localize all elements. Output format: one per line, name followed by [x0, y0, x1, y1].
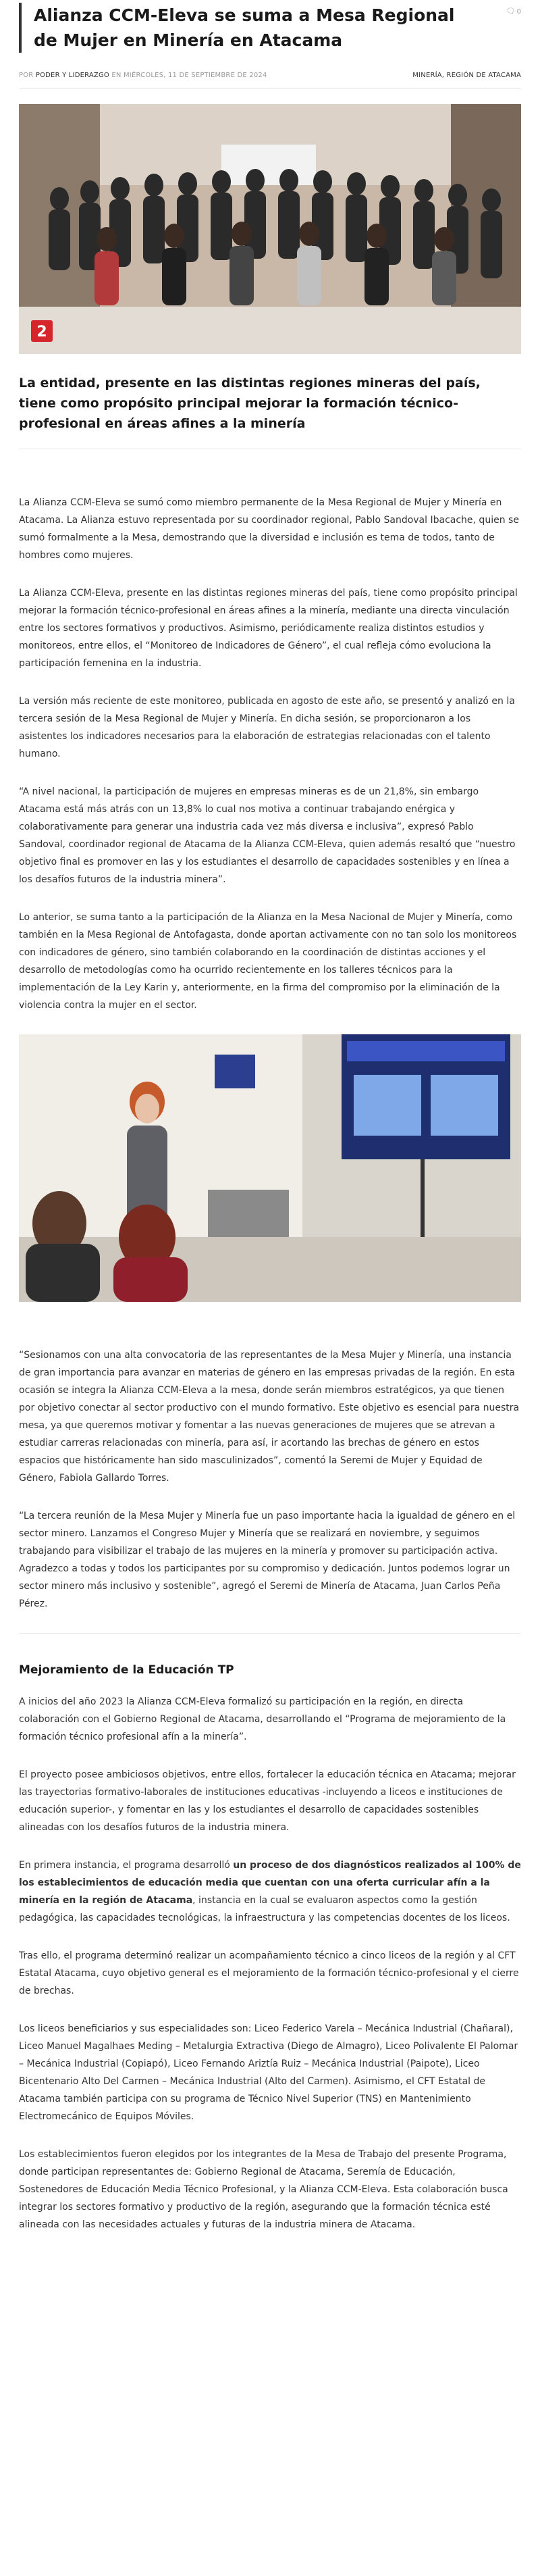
comment-icon: 🗨	[506, 7, 516, 16]
comments-link[interactable]	[506, 7, 521, 16]
comments-count: 0	[516, 8, 521, 16]
byline-by: POR	[19, 72, 34, 79]
paragraph-2: La Alianza CCM-Eleva, presente en las distintas regiones mineras del país, tiene como propósito principal mejorar la formación técnico-profesional en áreas afines a la minería, mediante una directa vinculación entre los sectores formativos y productivos. Asimismo, periódicamente realiza distintos estudios y monitoreos, entre ellos, el “Monitoreo de Indicadores de Género”, el cual refleja cómo evoluciona la participación femenina en la industria.	[19, 588, 518, 669]
title-row	[19, 0, 521, 53]
paragraph-1: La Alianza CCM-Eleva se sumó como miembro permanente de la Mesa Regional de Mujer y Minería en Atacama. La Alianza estuvo representada por su coordinador regional, Pablo Sandoval Ibacache, quien se sumó formalmente a la Mesa, demostrando que la diversidad e inclusión es tema de todos, tanto de hombres como mujeres.	[19, 497, 519, 561]
paragraph-6: “Sesionamos con una alta convocatoria de las representantes de la Mesa Mujer y Minería, una instancia de gran importancia para avanzar en materias de género en las empresas privadas de la región. En esta ocasión se integra la Alianza CCM-Eleva a la mesa, donde serán miembros estratégicos, ya que tienen por objetivo conectar al sector productivo con el mundo formativo. Este objetivo es esencial para nuestra mesa, ya que queremos motivar y fomentar a las nuevas generaciones de mujeres que se atrevan a estudiar carreras relacionadas con minería, para así, ir acortando las brechas de género en estos espacios que históricamente han sido masculinizados”, comentó la Seremi de Mujer y Equidad de Género, Fabiola Gallardo Torres.	[19, 1350, 520, 1484]
paragraph-9: El proyecto posee ambiciosos objetivos, entre ellos, fortalecer la educación técnica en Atacama; mejorar las trayectorias formativo-laborales de instituciones educativas -incluyendo a liceos e instituciones de educación superior-, y fomentar en las y los estudiantes el desarrollo de capacidades sostenibles alineadas con los desafíos futuros de la industria minera.	[19, 1769, 516, 1833]
paragraph-10-bold: un proceso de dos diagnósticos realizados al 100% de los establecimientos de educación media que cuentan con una oferta curricular afín a la minería en la región de Atacama	[19, 1860, 521, 1906]
article-meta	[19, 72, 521, 89]
paragraph-13: Los establecimientos fueron elegidos por los integrantes de la Mesa de Trabajo del presente Programa, donde participan representantes de: Gobierno Regional de Atacama, Seremía de Educación, Sostenedores de Educación Media Técnico Profesional, y la Alianza CCM-Eleva. Esta colaboración busca integrar los sectores formativo y productivo de la región, asegurando que la formación técnica esté alineada con las necesidades actuales y futuras de la industria minera de Atacama.	[19, 2149, 508, 2230]
paragraph-12: Los liceos beneficiarios y sus especialidades son: Liceo Federico Varela – Mecánica Industrial (Chañaral), Liceo Manuel Magalhaes Meding – Metalurgia Extractiva (Diego de Almagro), Liceo Polivalente El Palomar – Mecánica Industrial (Copiapó), Liceo Fernando Ariztía Ruiz – Mecánica Industrial (Paipote), Liceo Bicentenario Alto Del Carmen – Mecánica Industrial (Alto del Carmen). Asimismo, el CFT Estatal de Atacama también participa con su programa de Técnico Nivel Superior (TNS) en Mantenimiento Electromecánico de Equipos Móviles.	[19, 2023, 518, 2122]
byline-on: EN	[111, 72, 122, 79]
section-heading: Mejoramiento de la Educación TP	[19, 1663, 234, 1677]
paragraph-10	[19, 1857, 521, 1927]
paragraph-11: Tras ello, el programa determinó realizar un acompañamiento técnico a cinco liceos de la región y al CFT Estatal Atacama, cuyo objetivo general es el mejoramiento de la formación técnico-profesional y el cierre de brechas.	[19, 1950, 519, 1996]
paragraph-5: Lo anterior, se suma tanto a la participación de la Alianza en la Mesa Nacional de Mujer y Minería, como también en la Mesa Regional de Antofagasta, donde aportan activamente con no tan solo los monitoreos con indicadores de género, sino también colaborando en la coordinación de distintas acciones y el desarrollo de metodologías como ha ocurrido recientemente en los talleres técnicos para la implementación de la Ley Karin y, anteriormente, en la firma del compromiso por la eliminación de la violencia contra la mujer en el sector.	[19, 912, 517, 1011]
presentation-photo-drawing	[19, 1034, 521, 1302]
article-lead: La entidad, presente en las distintas regiones mineras del país, tiene como propósito principal mejorar la formación técnico-profesional en áreas afines a la minería	[19, 376, 481, 431]
paragraph-8: A inicios del año 2023 la Alianza CCM-Eleva formalizó su participación en la región, en directa colaboración con el Gobierno Regional de Atacama, desarrollando el “Programa de mejoramiento de la formación técnico profesional afín a la minería”.	[19, 1696, 506, 1742]
publish-date: MIÉRCOLES, 11 DE SEPTIEMBRE DE 2024	[123, 72, 267, 79]
presentation-photo	[19, 1034, 521, 1302]
group-photo	[19, 104, 521, 354]
article-title: Alianza CCM-Eleva se suma a Mesa Regional de Mujer en Minería en Atacama	[19, 3, 521, 53]
paragraph-3: La versión más reciente de este monitoreo, publicada en agosto de este año, se presentó y analizó en la tercera sesión de la Mesa Regional de Mujer y Minería. En dicha sesión, se proporcionaron a los asistentes los indicadores necesarios para la elaboración de estrategias relacionadas con el talento humano.	[19, 696, 515, 759]
paragraph-7: “La tercera reunión de la Mesa Mujer y Minería fue un paso importante hacia la igualdad de género en el sector minero. Lanzamos el Congreso Mujer y Minería que se realizará en noviembre, y seguimos trabajando para visibilizar el trabajo de las mujeres en la minería y promover su participación activa. Agradezco a todas y todos los participantes por su compromiso y dedicación. Juntos podemos lograr un sector minero más inclusivo y sostenible”, agregó el Seremi de Minería de Atacama, Juan Carlos Peña Pérez.	[19, 1511, 516, 1609]
logo-mark: 2	[36, 324, 47, 340]
site-logo	[31, 320, 53, 342]
byline	[19, 72, 267, 79]
category-links[interactable]: MINERÍA, REGIÓN DE ATACAMA	[412, 72, 521, 79]
group-photo-drawing	[19, 104, 521, 354]
paragraph-4: “A nivel nacional, la participación de mujeres en empresas mineras es de un 21,8%, sin embargo Atacama está más atrás con un 13,8% lo cual nos motiva a continuar trabajando enérgica y colaborativamente para generar una industria cada vez más diversa e inclusiva”, expresó Pablo Sandoval, coordinador regional de Atacama de la Alianza CCM-Eleva, quien además resaltó que “nuestro objetivo final es promover en las y los estudiantes el desarrollo de capacidades sostenibles y en línea a los desafíos futuros de la industria minera”.	[19, 786, 516, 885]
author-link[interactable]: PODER Y LIDERAZGO	[35, 72, 109, 79]
paragraph-10-start: En primera instancia, el programa desarrolló	[19, 1860, 234, 1871]
paragraph-10-end: , instancia en la cual se evaluaron aspectos como la gestión pedagógica, las capacidades tecnológicas, la infraestructura y las competencias docentes de los liceos.	[19, 1895, 510, 1923]
